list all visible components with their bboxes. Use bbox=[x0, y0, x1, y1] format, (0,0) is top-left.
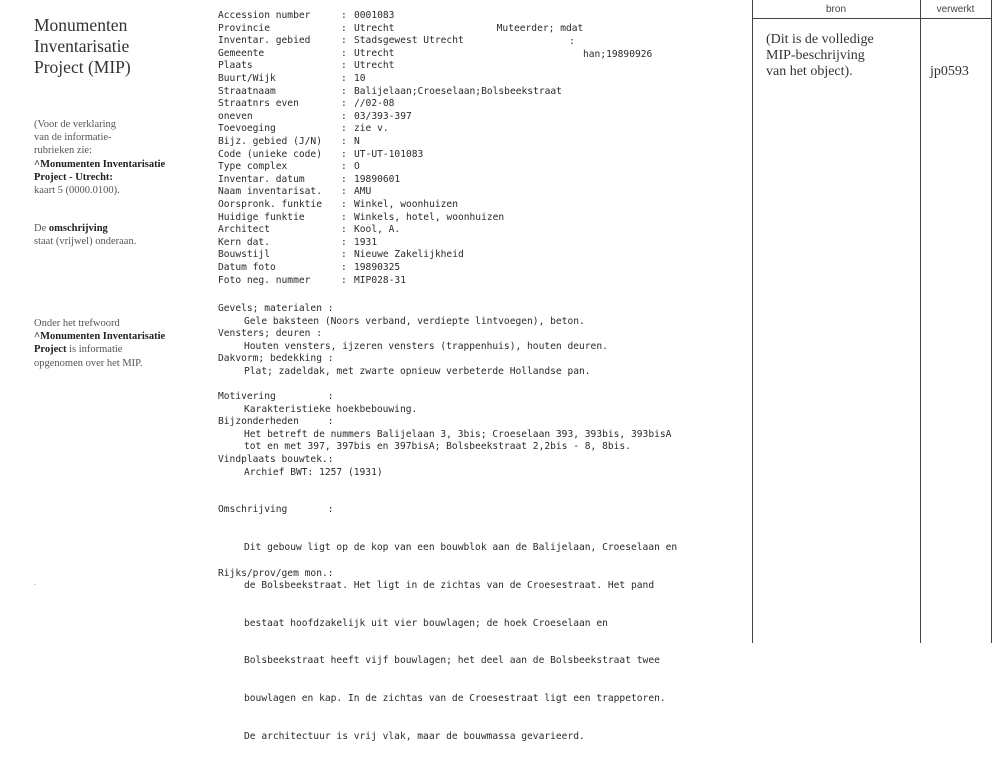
field-separator: : bbox=[341, 148, 347, 160]
field-label: Huidige funktie bbox=[218, 211, 305, 223]
field-separator: : bbox=[341, 85, 347, 97]
table-column-divider bbox=[920, 0, 921, 643]
section-text: Plat; zadeldak, met zwarte opnieuw verbeterde Hollandse pan. bbox=[244, 365, 591, 377]
field-label: Plaats bbox=[218, 60, 253, 72]
field-separator: : bbox=[341, 60, 347, 72]
section-text: tot en met 397, 397bis en 397bisA; Bolsbeekstraat 2,2bis - 8, 8bis. bbox=[244, 441, 631, 453]
field-value: Utrecht bbox=[354, 47, 395, 59]
field-separator: : bbox=[341, 73, 347, 84]
field-value: Winkels, hotel, woonhuizen bbox=[354, 211, 505, 223]
field-separator: : bbox=[341, 136, 347, 147]
field-value: UT-UT-101083 bbox=[354, 148, 424, 160]
field-label: Naam inventarisat. bbox=[218, 186, 322, 198]
field-separator: : bbox=[341, 10, 347, 21]
section-text: de Bolsbeekstraat. Het ligt in de zichtas van de Croesestraat. Het pand bbox=[244, 579, 655, 591]
section-text: Gele baksteen (Noors verband, verdiepte lintvoegen), beton. bbox=[244, 315, 585, 327]
field-label: Inventar. gebied bbox=[218, 35, 311, 47]
field-label: Architect bbox=[218, 224, 270, 236]
table-border-left bbox=[752, 0, 753, 643]
reference-subtitle: Project bbox=[34, 344, 67, 356]
field-value: //02-08 bbox=[354, 98, 395, 110]
field-separator: : bbox=[341, 35, 347, 47]
field-value: Winkel, woonhuizen bbox=[354, 199, 458, 210]
field-label: Foto neg. nummer bbox=[218, 274, 311, 286]
muteerder-field bbox=[462, 9, 653, 74]
section-gevels bbox=[218, 303, 585, 328]
field-value: O bbox=[354, 161, 360, 173]
field-value: AMU bbox=[354, 186, 372, 198]
section-rijks bbox=[218, 568, 334, 581]
section-text: Karakteristieke hoekbebouwing. bbox=[244, 403, 418, 415]
field-label: Oorspronk. funktie bbox=[218, 199, 322, 210]
field-value: Balijelaan;Croeselaan;Bolsbeekstraat bbox=[354, 85, 562, 97]
field-label: Provincie bbox=[218, 22, 270, 34]
field-value: Nieuwe Zakelijkheid bbox=[354, 249, 464, 261]
field-value: 1931 bbox=[354, 236, 378, 248]
field-value: Utrecht bbox=[354, 60, 395, 72]
field-separator: : bbox=[341, 211, 347, 223]
field-label: Bijz. gebied (J/N) bbox=[218, 136, 322, 147]
note-line: rubrieken zie: bbox=[34, 145, 93, 157]
section-text: Archief BWT: 1257 (1931) bbox=[244, 466, 383, 478]
note-line: opgenomen over het MIP. bbox=[34, 357, 143, 369]
verwerkt-code: jp0593 bbox=[930, 64, 969, 79]
note-line: Onder het trefwoord bbox=[34, 318, 120, 329]
table-border-right bbox=[991, 0, 992, 643]
section-bijzonderheden bbox=[218, 416, 671, 454]
section-text: Het betreft de nummers Balijelaan 3, 3bis; Croeselaan 393, 393bis, 393bisA bbox=[244, 428, 672, 440]
section-label: Vindplaats bouwtek.: bbox=[218, 454, 334, 465]
note-text: De bbox=[34, 223, 49, 234]
field-value: 10 bbox=[354, 73, 366, 84]
field-value: 19890601 bbox=[354, 173, 401, 185]
field-separator: : bbox=[341, 274, 347, 286]
field-separator: : bbox=[341, 236, 347, 248]
field-label: Type complex bbox=[218, 161, 288, 173]
section-text: bestaat hoofdzakelijk uit vier bouwlagen; de hoek Croeselaan en bbox=[244, 617, 608, 629]
bron-note: (Dit is de volledige MIP-beschrijving van het object). bbox=[766, 32, 874, 79]
field-separator: : bbox=[341, 249, 347, 261]
note-line: van de informatie- bbox=[34, 132, 112, 144]
field-separator: : bbox=[341, 123, 347, 135]
reference-title: ^Monumenten Inventarisatie bbox=[34, 331, 166, 343]
stray-mark: . bbox=[34, 578, 37, 587]
field-label: Datum foto bbox=[218, 262, 276, 273]
field-label: Code (unieke code) bbox=[218, 148, 322, 160]
field-separator: : bbox=[341, 98, 347, 110]
field-separator: : bbox=[341, 173, 347, 185]
note-line: (Voor de verklaring bbox=[34, 119, 117, 130]
field-label: Buurt/Wijk bbox=[218, 73, 276, 84]
section-vensters bbox=[218, 328, 608, 353]
field-value: 03/393-397 bbox=[354, 110, 412, 122]
column-header-verwerkt: verwerkt bbox=[936, 4, 975, 15]
field-label: Straatnrs even bbox=[218, 98, 299, 110]
section-dakvorm bbox=[218, 353, 591, 378]
field-value: 0001083 bbox=[354, 10, 395, 21]
field-value: MIP028-31 bbox=[354, 274, 406, 286]
field-label: Kern dat. bbox=[218, 236, 270, 248]
field-value: 19890325 bbox=[354, 262, 401, 273]
section-text: Houten vensters, ijzeren vensters (trappenhuis), houten deuren. bbox=[244, 340, 608, 352]
field-value: Kool, A. bbox=[354, 224, 401, 236]
section-omschrijving bbox=[218, 479, 677, 769]
reference-subtitle: Project - Utrecht: bbox=[34, 171, 113, 183]
explanation-note bbox=[34, 118, 165, 197]
section-text: Bolsbeekstraat heeft vijf bouwlagen; het deel aan de Bolsbeekstraat twee bbox=[244, 655, 660, 667]
field-label: Toevoeging bbox=[218, 123, 276, 135]
note-keyword: omschrijving bbox=[48, 223, 108, 234]
note-line: kaart 5 (0000.0100). bbox=[34, 185, 120, 197]
section-label: Bijzonderheden : bbox=[218, 416, 334, 427]
section-text: bouwlagen en kap. In de zichtas van de Croesestraat ligt een trappetoren. bbox=[244, 693, 666, 705]
section-text: De architectuur is vrij vlak, maar de bouwmassa gevarieerd. bbox=[244, 730, 585, 742]
field-value: N bbox=[354, 136, 360, 147]
field-label: Accession number bbox=[218, 10, 311, 21]
field-label: Gemeente bbox=[218, 47, 265, 59]
section-label: Vensters; deuren : bbox=[218, 328, 322, 339]
field-value: Utrecht bbox=[354, 22, 395, 34]
field-separator: : bbox=[341, 199, 347, 210]
project-title: Monumenten Inventarisatie Project (MIP) bbox=[34, 15, 131, 77]
field-label: Inventar. datum bbox=[218, 173, 305, 185]
field-separator: : bbox=[341, 186, 347, 198]
field-label: Straatnaam bbox=[218, 85, 276, 97]
section-label: Rijks/prov/gem mon.: bbox=[218, 568, 334, 579]
field-separator: : bbox=[341, 224, 347, 236]
keyword-note bbox=[34, 317, 165, 370]
column-header-bron: bron bbox=[825, 4, 846, 15]
field-label: Muteerder; mdat bbox=[496, 23, 584, 34]
section-label: Dakvorm; bedekking : bbox=[218, 353, 334, 364]
section-text: Dit gebouw ligt op de kop van een bouwblok aan de Balijelaan, Croeselaan en bbox=[244, 541, 678, 553]
note-line: staat (vrijwel) onderaan. bbox=[34, 236, 137, 248]
section-vindplaats bbox=[218, 454, 383, 479]
field-value: han;19890926 bbox=[583, 49, 653, 60]
field-separator: : bbox=[341, 161, 347, 173]
reference-title: ^Monumenten Inventarisatie bbox=[34, 158, 166, 170]
note-text: is informatie bbox=[66, 344, 123, 356]
field-value: Stadsgewest Utrecht bbox=[354, 35, 464, 47]
section-motivering bbox=[218, 391, 417, 416]
table-header-rule bbox=[752, 18, 992, 19]
field-separator: : bbox=[341, 262, 347, 273]
section-label: Gevels; materialen : bbox=[218, 303, 334, 314]
field-label: Bouwstijl bbox=[218, 249, 270, 261]
section-label: Motivering : bbox=[218, 391, 334, 402]
field-separator: : bbox=[341, 47, 347, 59]
field-separator: : bbox=[341, 22, 347, 34]
field-separator: : bbox=[341, 110, 347, 122]
field-value: zie v. bbox=[354, 123, 389, 135]
field-separator: : bbox=[569, 36, 575, 47]
description-note bbox=[34, 222, 136, 248]
section-label: Omschrijving : bbox=[218, 504, 334, 516]
field-label: oneven bbox=[218, 110, 253, 122]
